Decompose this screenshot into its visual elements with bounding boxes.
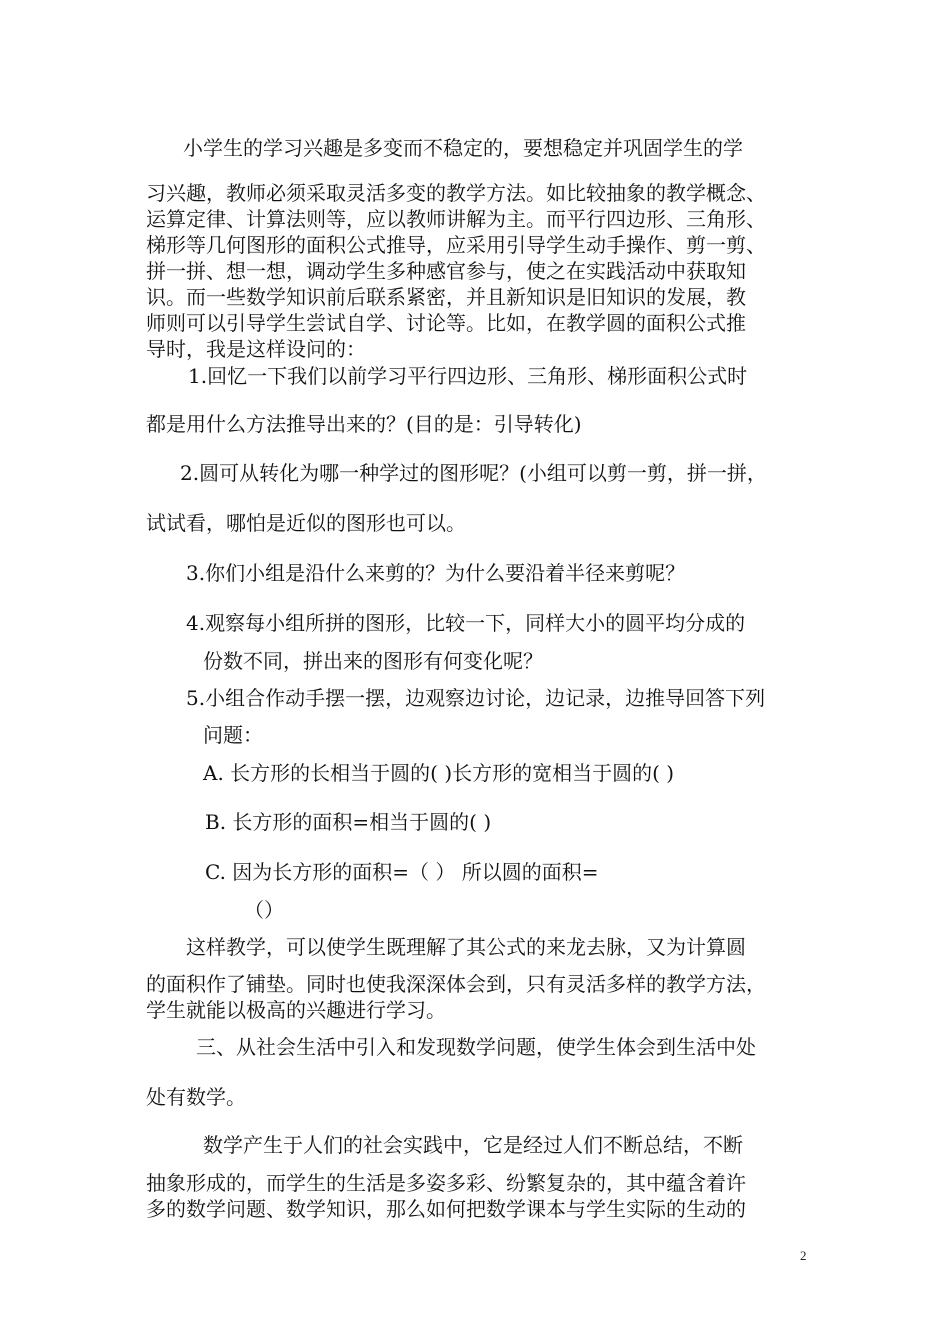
- text-line: 数学产生于人们的社会实践中，它是经过人们不断总结，不断: [203, 1133, 743, 1157]
- page-number: 2: [800, 1248, 807, 1263]
- text-line: 1.回忆一下我们以前学习平行四边形、三角形、梯形面积公式时: [188, 364, 748, 388]
- text-line: 运算定律、计算法则等，应以教师讲解为主。而平行四边形、三角形、: [146, 207, 766, 231]
- text-line: B. 长方形的面积=相当于圆的( ): [205, 810, 492, 834]
- text-line: 抽象形成的，而学生的生活是多姿多彩、纷繁复杂的，其中蕴含着许: [146, 1171, 746, 1195]
- text-line: 3.你们小组是沿什么来剪的？为什么要沿着半径来剪呢？: [186, 561, 686, 585]
- text-line: 三、从社会生活中引入和发现数学问题，使学生体会到生活中处: [196, 1035, 756, 1059]
- text-line: 4.观察每小组所拼的图形，比较一下，同样大小的圆平均分成的: [186, 611, 746, 635]
- text-line: 5.小组合作动手摆一摆，边观察边讨论，边记录，边推导回答下列: [186, 686, 766, 710]
- text-line: （）: [244, 898, 284, 922]
- text-line: 导时，我是这样设问的：: [146, 337, 366, 361]
- text-line: 问题：: [203, 723, 263, 747]
- text-line: 学生就能以极高的兴趣进行学习。: [146, 998, 446, 1022]
- text-line: 多的数学问题、数学知识，那么如何把数学课本与学生实际的生动的: [146, 1197, 746, 1221]
- text-line: 师则可以引导学生尝试自学、讨论等。比如，在教学圆的面积公式推: [146, 311, 746, 335]
- text-line: 习兴趣，教师必须采取灵活多变的教学方法。如比较抽象的教学概念、: [146, 181, 766, 205]
- text-line: 都是用什么方法推导出来的？(目的是：引导转化): [146, 412, 582, 436]
- text-line: 处有数学。: [146, 1085, 246, 1109]
- text-line: 识。而一些数学知识前后联系紧密，并且新知识是旧知识的发展，教: [146, 285, 746, 309]
- text-line: A. 长方形的长相当于圆的( )长方形的宽相当于圆的( ): [203, 761, 675, 785]
- text-line: C. 因为长方形的面积=（ ） 所以圆的面积=: [205, 860, 599, 884]
- text-line: 这样教学，可以使学生既理解了其公式的来龙去脉，又为计算圆: [186, 935, 746, 959]
- text-line: 的面积作了铺垫。同时也使我深深体会到，只有灵活多样的教学方法，: [146, 972, 766, 996]
- text-line: 小学生的学习兴趣是多变而不稳定的，要想稳定并巩固学生的学: [183, 136, 743, 160]
- text-line: 份数不同，拼出来的图形有何变化呢？: [203, 649, 543, 673]
- text-line: 拼一拼、想一想，调动学生多种感官参与，使之在实践活动中获取知: [146, 259, 746, 283]
- text-line: 梯形等几何图形的面积公式推导，应采用引导学生动手操作、剪一剪、: [146, 233, 766, 257]
- text-line: 2.圆可从转化为哪一种学过的图形呢？(小组可以剪一剪，拼一拼，: [180, 461, 767, 485]
- text-line: 试试看，哪怕是近似的图形也可以。: [146, 511, 466, 535]
